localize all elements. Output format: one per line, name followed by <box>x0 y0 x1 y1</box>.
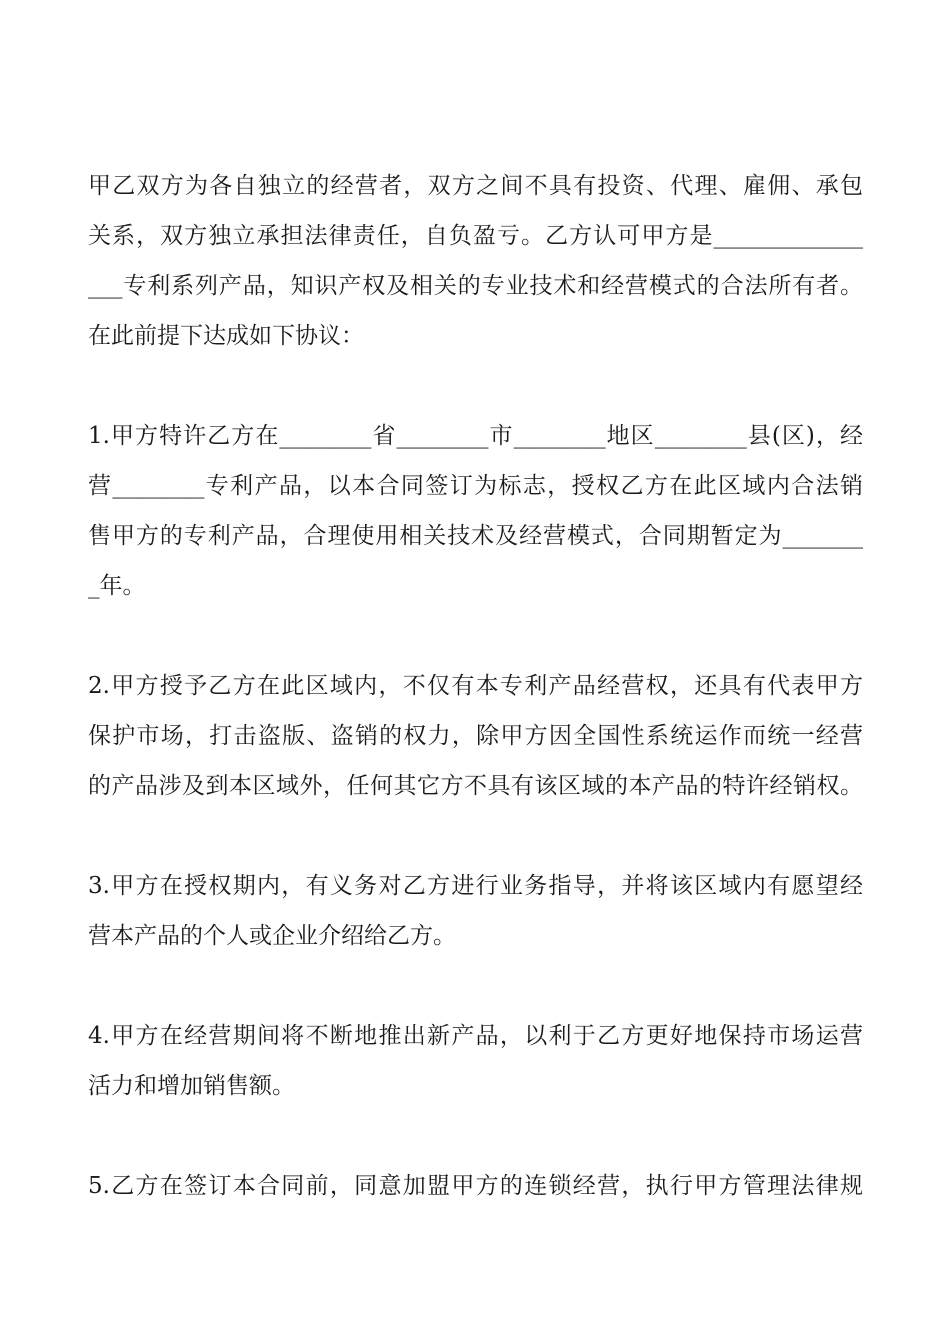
clause3-line-2: 营本产品的个人或企业介绍给乙方。 <box>88 923 456 949</box>
clause2-line-2: 保护市场，打击盗版、盗销的权力，除甲方因全国性系统运作而统一经营 <box>88 723 863 749</box>
clause4-line-2: 活力和增加销售额。 <box>88 1073 295 1099</box>
clause1-line-1: 1.甲方特许乙方在________省________市________地区________县(区)，经 <box>88 423 863 449</box>
clause3-line-1: 3.甲方在授权期内，有义务对乙方进行业务指导，并将该区域内有愿望经 <box>88 873 863 899</box>
clause2-line-1: 2.甲方授予乙方在此区域内，不仅有本专利产品经营权，还具有代表甲方 <box>88 673 863 699</box>
clause1-line-4: _年。 <box>88 573 146 599</box>
intro-line-3: ___专利系列产品，知识产权及相关的专业技术和经营模式的合法所有者。 <box>88 273 863 299</box>
clause4-line-1: 4.甲方在经营期间将不断地推出新产品，以利于乙方更好地保持市场运营 <box>88 1023 863 1049</box>
clause1-line-2: 营________专利产品，以本合同签订为标志，授权乙方在此区域内合法销 <box>88 473 863 499</box>
intro-line-1: 甲乙双方为各自独立的经营者，双方之间不具有投资、代理、雇佣、承包 <box>88 173 863 199</box>
intro-line-4: 在此前提下达成如下协议： <box>88 323 364 349</box>
clause5-line-1: 5.乙方在签订本合同前，同意加盟甲方的连锁经营，执行甲方管理法律规 <box>88 1173 863 1199</box>
clause1-line-3: 售甲方的专利产品，合理使用相关技术及经营模式，合同期暂定为_______ <box>88 523 863 549</box>
intro-line-2: 关系，双方独立承担法律责任，自负盈亏。乙方认可甲方是_____________ <box>88 223 863 249</box>
clause2-line-3: 的产品涉及到本区域外，任何其它方不具有该区域的本产品的特许经销权。 <box>88 773 863 799</box>
